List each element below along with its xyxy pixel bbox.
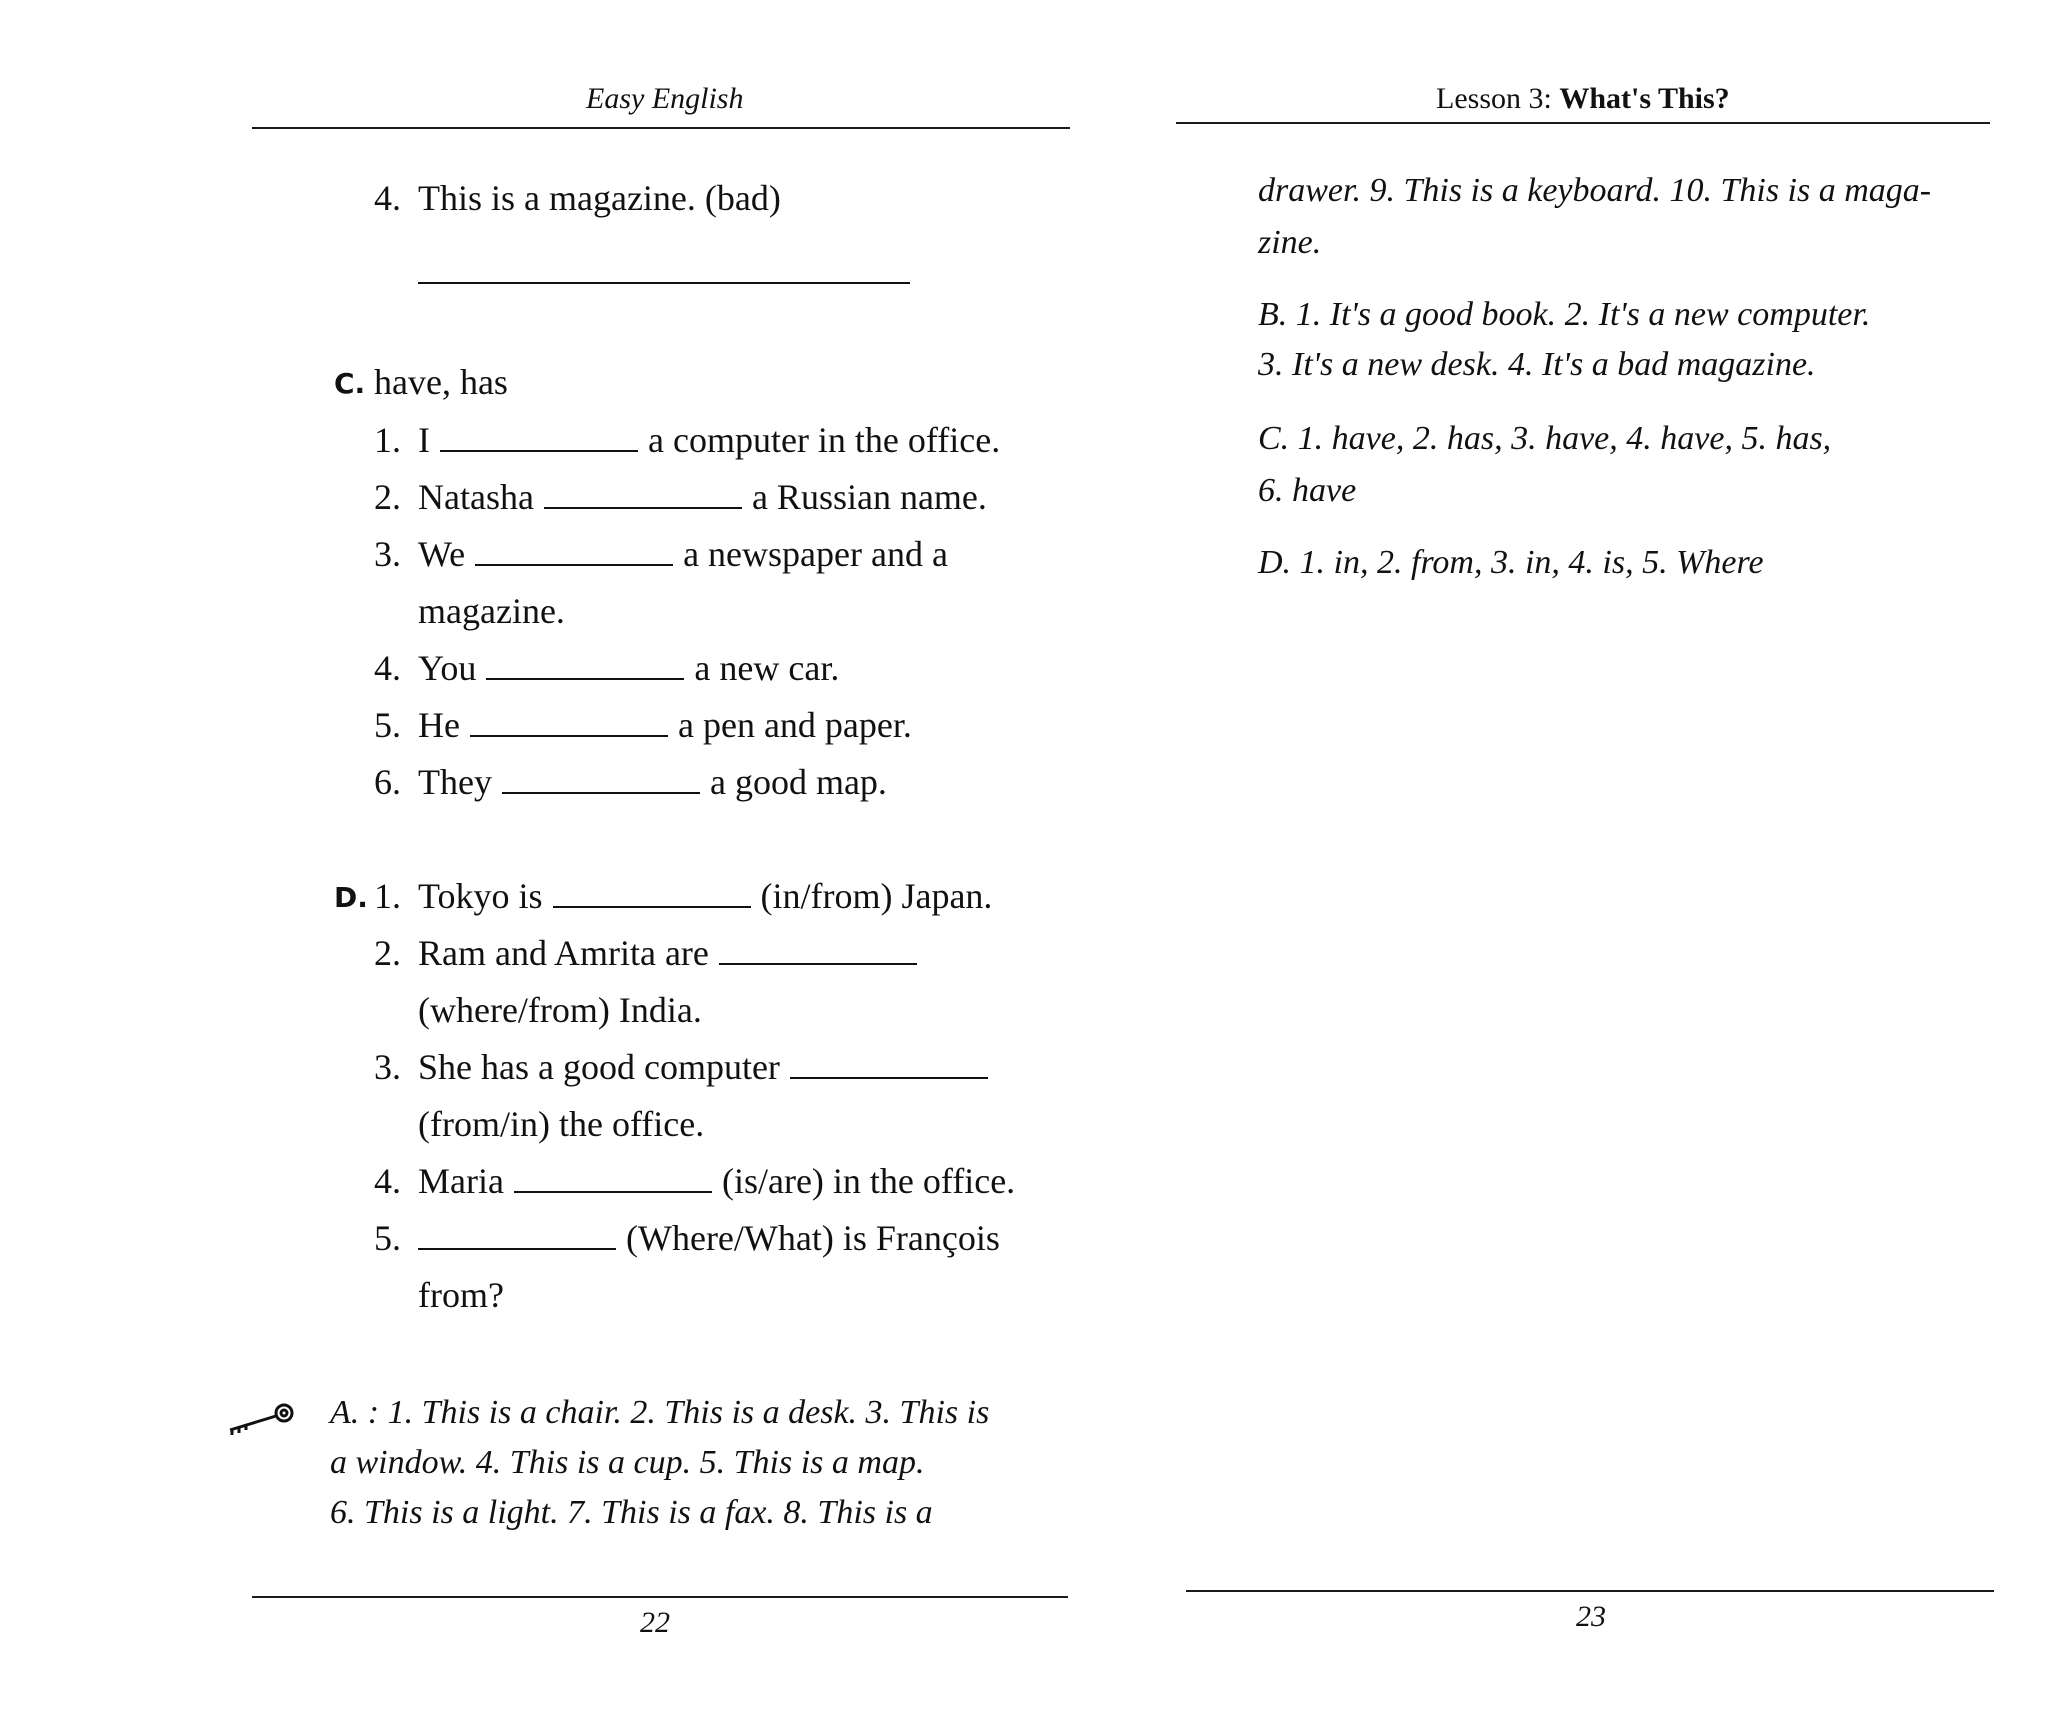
prev-item-text: This is a magazine. (bad) [418,178,781,218]
item-number: 2. [374,933,401,973]
answer-line: D. 1. in, 2. from, 3. in, 4. is, 5. Where [1258,544,1764,581]
item-number: 1. [374,876,401,916]
item-number: 3. [374,534,401,574]
left-page-number: 22 [640,1606,670,1639]
answer-line: zine. [1258,224,1322,261]
answer-blank[interactable] [790,1076,988,1079]
item-continuation: from? [418,1275,504,1315]
item-text: Ram and Amrita are [418,935,927,971]
answer-blank[interactable] [553,905,751,908]
answer-blank[interactable] [470,734,668,737]
right-header-rule [1176,122,1990,124]
answer-line: B. 1. It's a good book. 2. It's a new computer. [1258,296,1871,333]
item-number: 6. [374,762,401,802]
answer-blank[interactable] [502,791,700,794]
item-continuation: (from/in) the office. [418,1104,705,1144]
answer-line: drawer. 9. This is a keyboard. 10. This is a maga- [1258,172,1932,209]
right-page-number: 23 [1576,1600,1606,1633]
item-text: I a computer in the office. [418,420,1001,460]
section-c-letter: C. [334,367,366,400]
answer-blank[interactable] [475,563,673,566]
answer-blank[interactable] [440,449,638,452]
section-c-title: have, has [374,362,508,402]
item-number: 4. [374,1161,401,1201]
item-number: 3. [374,1047,401,1087]
section-d-letter: D. [334,881,368,914]
answer-blank[interactable] [418,1247,616,1250]
answer-key-line: A. : 1. This is a chair. 2. This is a desk. 3. This is [330,1394,990,1431]
item-text: He a pen and paper. [418,705,912,745]
answer-line: C. 1. have, 2. has, 3. have, 4. have, 5. has, [1258,420,1832,457]
item-number: 5. [374,1218,401,1258]
item-continuation: (where/from) India. [418,990,702,1030]
key-icon [224,1402,296,1436]
item-text: Tokyo is (in/from) Japan. [418,876,993,916]
left-page-header: Easy English [586,82,744,115]
item-number: 4. [374,648,401,688]
answer-blank[interactable] [719,962,917,965]
answer-blank[interactable] [486,677,684,680]
item-text: We a newspaper and a [418,534,948,574]
answer-key-line: a window. 4. This is a cup. 5. This is a map. [330,1444,925,1481]
left-header-rule [252,127,1070,129]
item-number: 5. [374,705,401,745]
right-footer-rule [1186,1590,1994,1592]
answer-blank[interactable] [514,1190,712,1193]
item-text: Maria (is/are) in the office. [418,1161,1016,1201]
item-number: 1. [374,420,401,460]
answer-line: 3. It's a new desk. 4. It's a bad magazine. [1258,346,1816,383]
answer-key-line: 6. This is a light. 7. This is a fax. 8. This is a [330,1494,933,1531]
prev-item-number: 4. [374,178,401,218]
answer-line: 6. have [1258,472,1357,509]
item-text: (Where/What) is François [408,1220,1000,1256]
answer-blank[interactable] [544,506,742,509]
item-text: Natasha a Russian name. [418,477,987,517]
prev-item-answer-blank [418,282,910,284]
item-text: You a new car. [418,648,840,688]
item-text: She has a good computer [418,1049,998,1085]
item-continuation: magazine. [418,591,565,631]
item-number: 2. [374,477,401,517]
right-page-header: Lesson 3: What's This? [1436,82,1730,115]
left-footer-rule [252,1596,1068,1598]
item-text: They a good map. [418,762,887,802]
